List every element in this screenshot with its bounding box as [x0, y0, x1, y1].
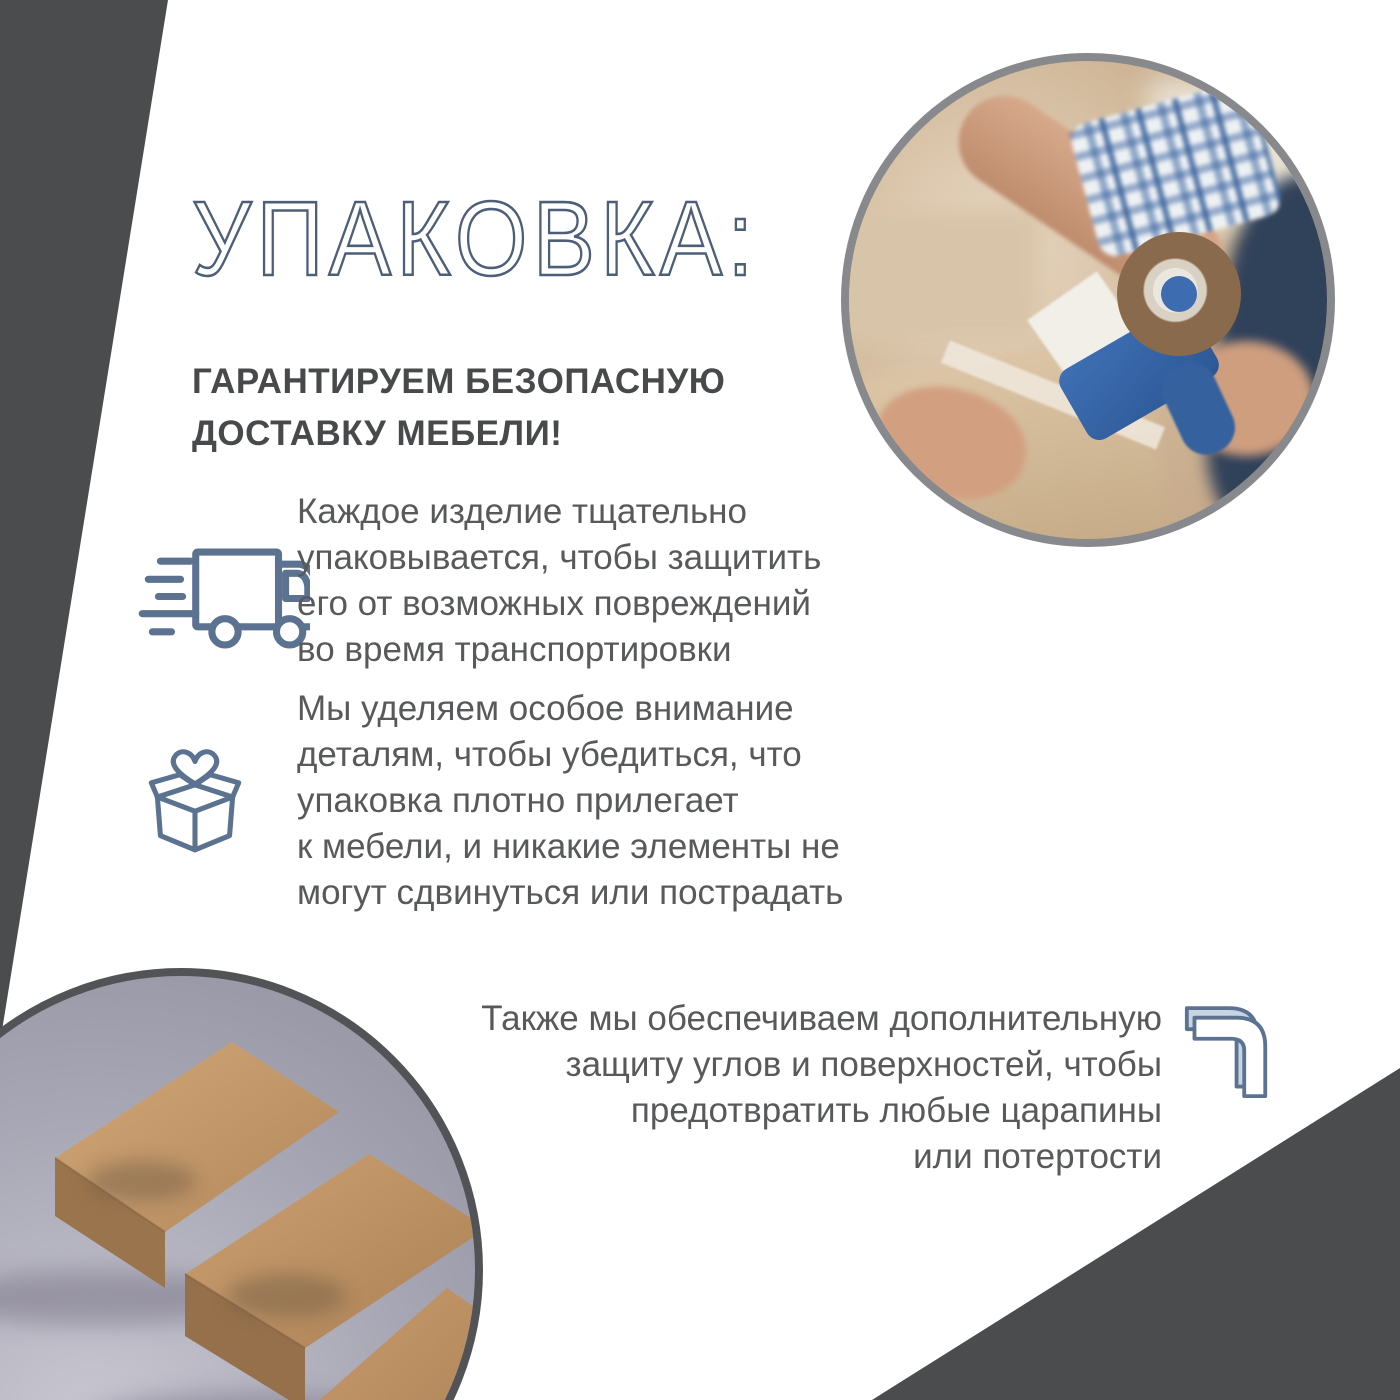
text-line: его от возможных повреждений — [297, 584, 811, 623]
corner-pieces-art — [0, 976, 475, 1400]
text-line: Также мы обеспечиваем дополнительную — [481, 999, 1162, 1038]
text-line: или потертости — [913, 1137, 1162, 1176]
subtitle-line: ДОСТАВКУ МЕБЕЛИ! — [192, 414, 563, 453]
text-line: Каждое изделие тщательно — [297, 492, 747, 531]
corner-protectors-photo — [0, 968, 483, 1400]
corner-protector-icon — [1183, 1004, 1271, 1106]
subtitle-line: ГАРАНТИРУЕМ БЕЗОПАСНУЮ — [192, 362, 726, 401]
text-line: во время транспортировки — [297, 630, 732, 669]
page-title: УПАКОВКА: — [192, 180, 759, 298]
text-line: упаковка плотно прилегает — [297, 781, 739, 820]
packing-tape-photo — [841, 53, 1335, 547]
text-line: деталям, чтобы убедиться, что — [297, 735, 802, 774]
cardboard-box-blur — [841, 209, 1039, 339]
text-line: защиту углов и поверхностей, чтобы — [565, 1045, 1162, 1084]
photo-abstract-art — [849, 61, 1327, 539]
text-line: Мы уделяем особое внимание — [297, 689, 794, 728]
open-box-heart-icon — [148, 733, 242, 857]
feature-text-details — [297, 686, 843, 916]
subtitle — [192, 356, 725, 460]
text-line: упаковывается, чтобы защитить — [297, 538, 822, 577]
top-left-dark-wedge — [0, 0, 168, 1043]
text-line: предотвратить любые царапины — [630, 1091, 1162, 1130]
text-line: к мебели, и никакие элементы не — [297, 827, 840, 866]
text-line: могут сдвинуться или пострадать — [297, 873, 844, 912]
feature-text-packing — [297, 489, 821, 673]
tape-roll-hub — [1161, 276, 1197, 312]
delivery-truck-icon — [138, 543, 310, 649]
feature-text-corners — [420, 996, 1162, 1180]
